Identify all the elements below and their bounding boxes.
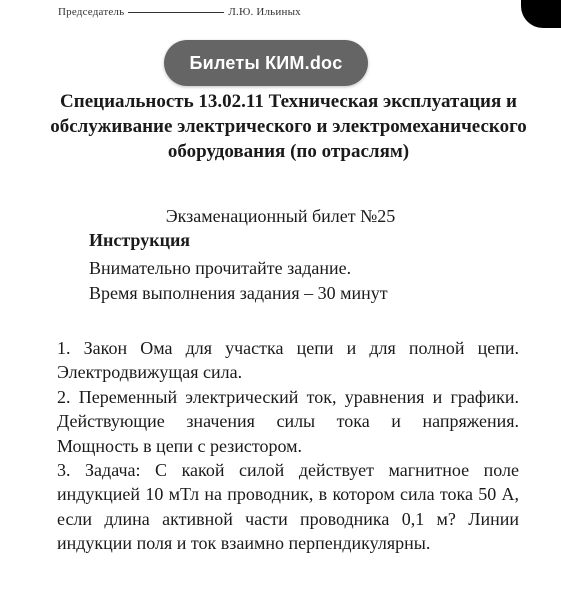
chairman-name: Л.Ю. Ильиных <box>228 6 301 18</box>
chairman-signature-line <box>58 6 301 18</box>
file-name-pill[interactable] <box>164 40 368 86</box>
instruction-line: Внимательно прочитайте задание. <box>89 258 352 278</box>
chairman-label: Председатель <box>58 6 125 18</box>
question-item: 1. Закон Ома для участка цепи и для полной цепи. Электродвижущая сила. <box>57 338 519 383</box>
question-item: 3. Задача: С какой силой действует магнитное поле индукцией 10 мТл на проводник, в котором сила тока 50 А, если длина активной части проводника 0,1 м? Линии индукции поля и ток взаимно перпендикулярны. <box>57 460 519 554</box>
signature-blank <box>128 12 224 13</box>
instruction-heading: Инструкция <box>89 230 191 250</box>
question-list <box>57 336 519 556</box>
file-name-label: Билеты КИМ.doc <box>189 52 343 73</box>
ticket-title: Экзаменационный билет №25 <box>165 206 396 226</box>
screen-corner <box>521 0 561 28</box>
specialty-heading: Специальность 13.02.11 Техническая эксплуатация и обслуживание электрического и электромеханического оборудования (по отраслям) <box>50 91 527 162</box>
question-item: 2. Переменный электрический ток, уравнения и графики. Действующие значения силы тока и напряжения. Мощность в цепи с резистором. <box>57 386 519 456</box>
instruction-line: Время выполнения задания – 30 минут <box>89 283 388 303</box>
